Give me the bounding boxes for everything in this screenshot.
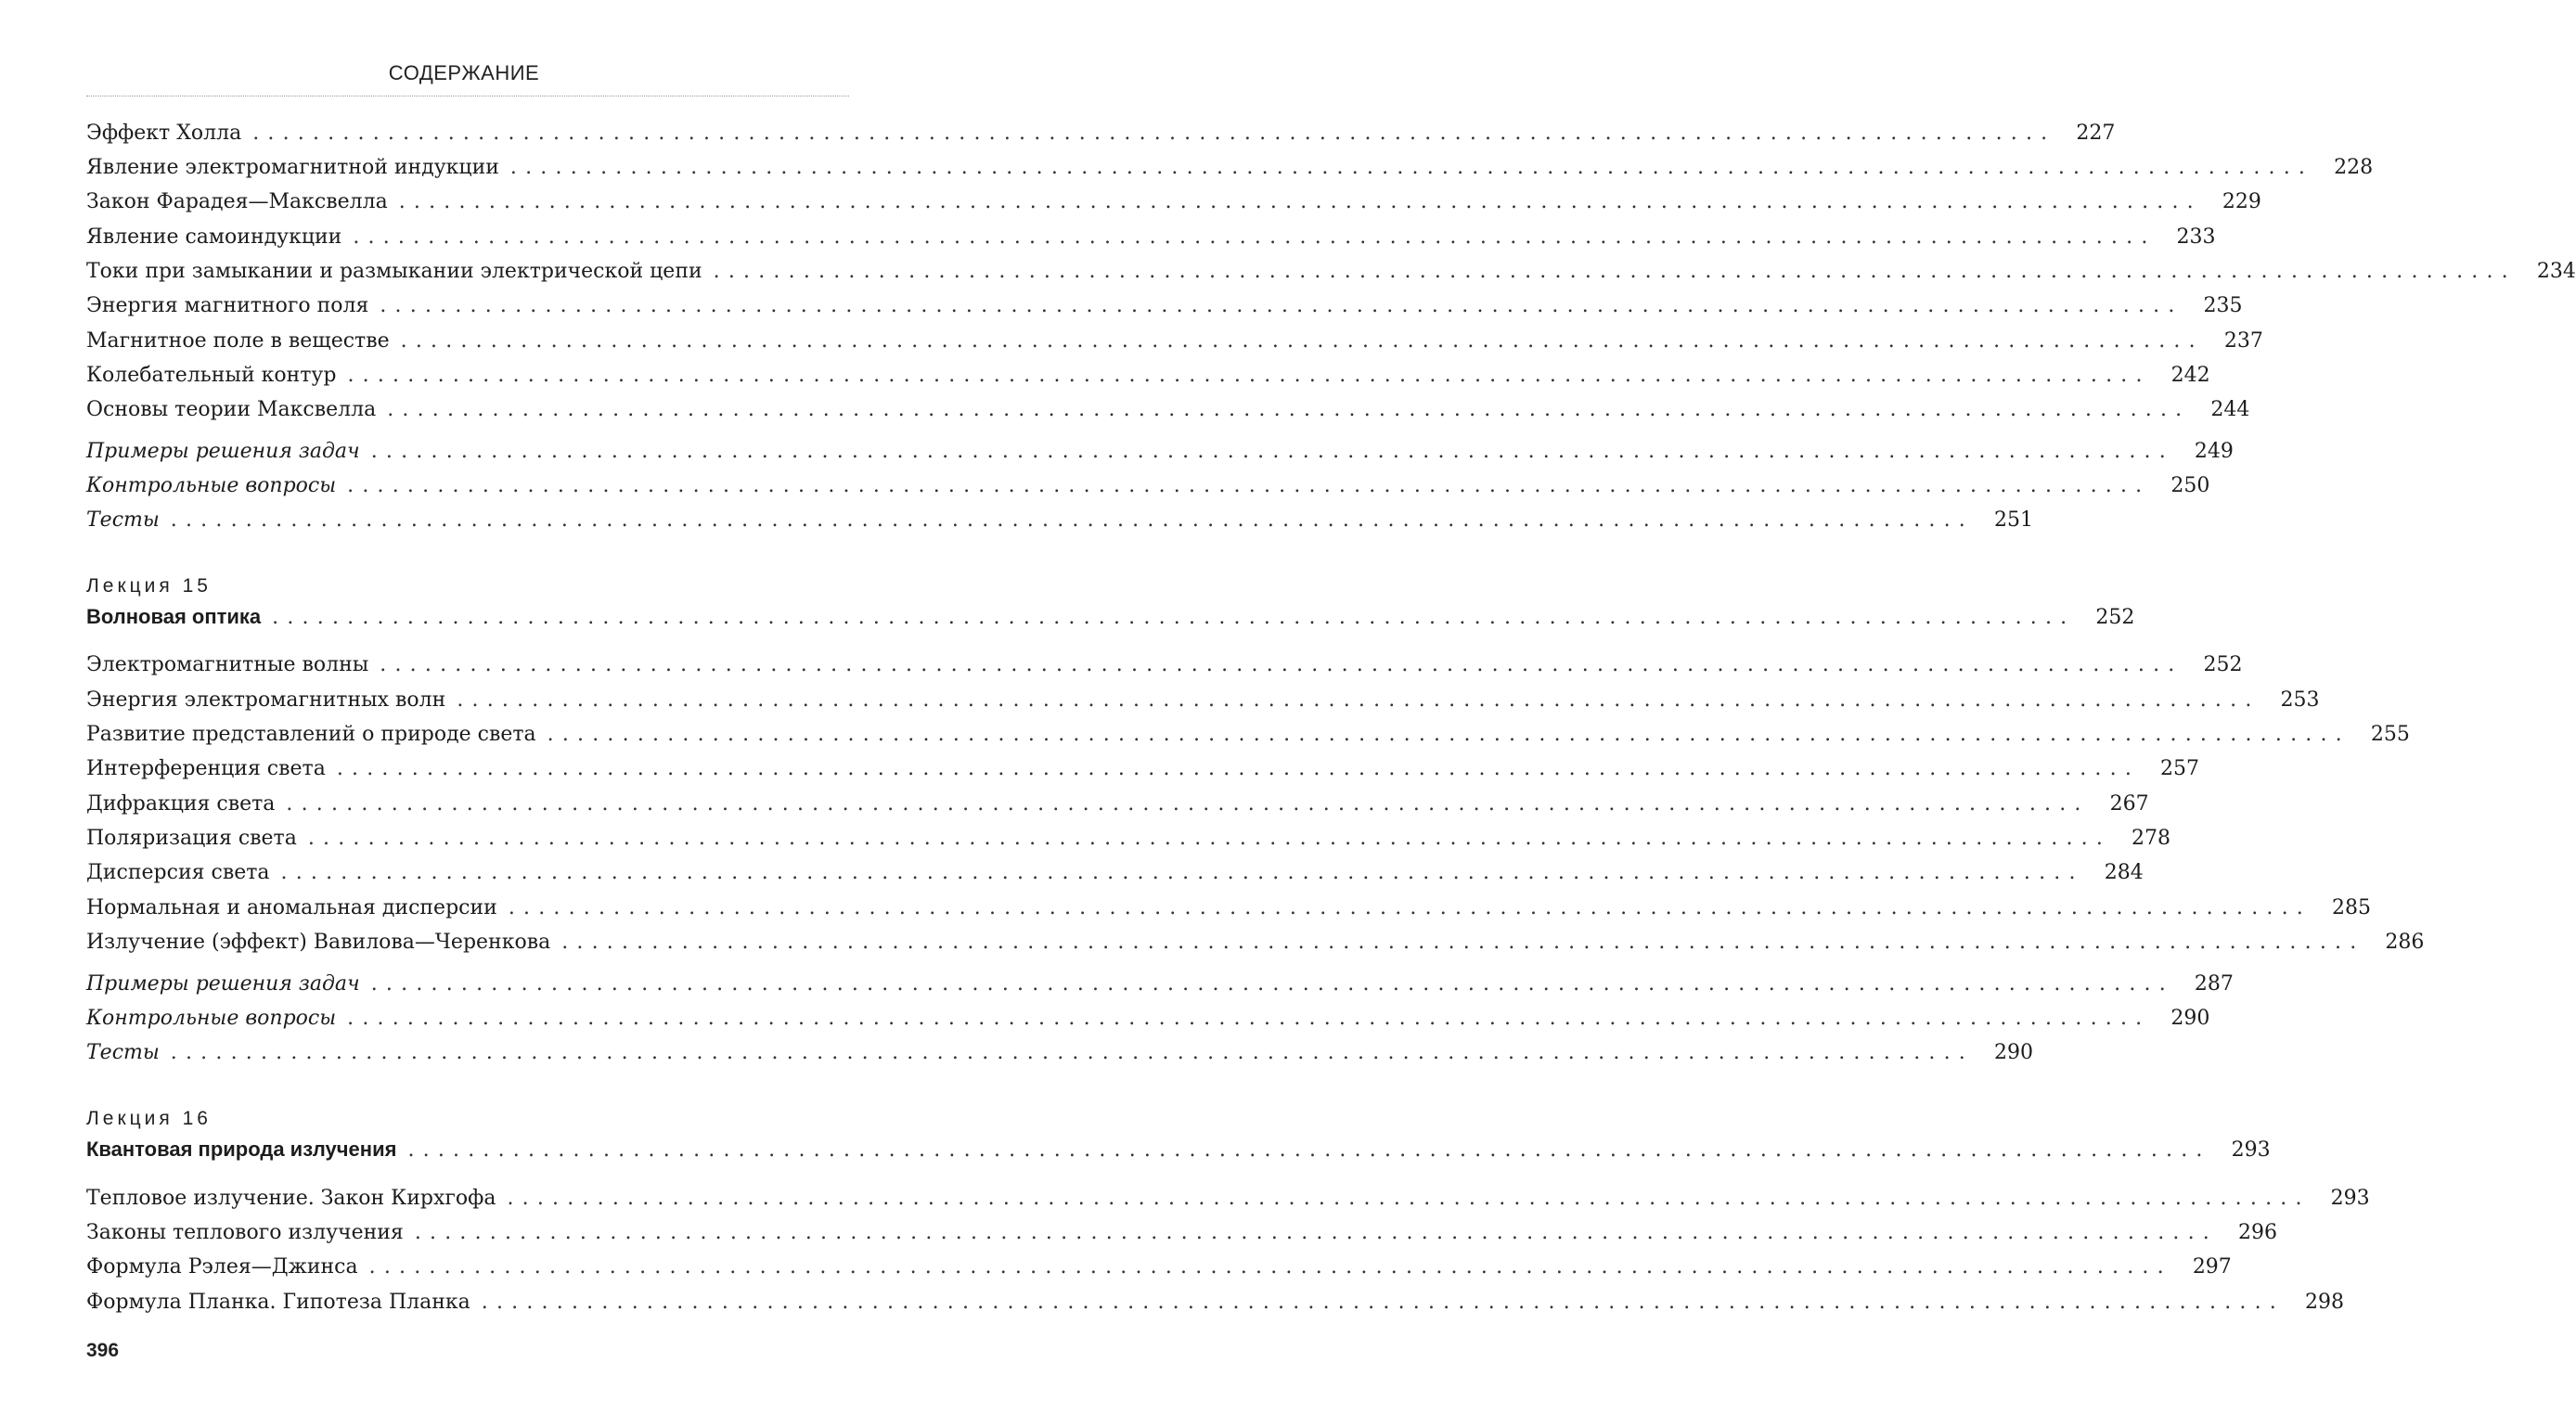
toc-entry-title: Тесты (86, 1041, 160, 1064)
toc-entry[interactable] (86, 827, 2171, 855)
toc-entry-title: Примеры решения задач (86, 440, 360, 463)
toc-entry-page: 255 (2370, 723, 2410, 746)
toc-entry-title: Развитие представлений о природе света (86, 723, 536, 746)
dot-leader: ........................................................................................................................ (307, 827, 2112, 850)
toc-entry[interactable] (86, 1187, 2370, 1215)
toc-entry[interactable] (86, 896, 2371, 924)
toc-entry-title: Излучение (эффект) Вавилова—Черенкова (86, 931, 551, 954)
toc-entry-title: Тесты (86, 508, 160, 532)
toc-entry-title: Интерференция света (86, 757, 326, 780)
dot-leader: ........................................................................................................................ (370, 440, 2174, 463)
toc-entry[interactable] (86, 723, 2410, 751)
toc-entry-title: Энергия электромагнитных волн (86, 688, 446, 712)
toc-entry-page: 250 (2170, 474, 2210, 497)
toc-entry[interactable] (86, 190, 2261, 218)
toc-entry-page: 235 (2203, 294, 2243, 317)
dot-leader: ........................................................................................................................ (713, 260, 2517, 283)
toc-entry-page: 267 (2109, 792, 2149, 816)
dot-leader: ........................................................................................................................ (280, 861, 2084, 884)
toc-entry-page: 252 (2095, 606, 2135, 629)
toc-entry-title: Тепловое излучение. Закон Кирхгофа (86, 1187, 496, 1210)
toc-entry-title: Формула Планка. Гипотеза Планка (86, 1291, 470, 1314)
toc-entry[interactable] (86, 329, 2263, 357)
dot-leader: ........................................................................................................................ (407, 1138, 2211, 1162)
toc-entry-page: 297 (2192, 1255, 2232, 1279)
lecture-heading[interactable] (86, 1138, 2271, 1165)
toc-entry-page: 228 (2334, 156, 2374, 179)
toc-entry-title: Дифракция света (86, 792, 276, 816)
toc-entry-page: 253 (2280, 688, 2320, 712)
dot-leader: ........................................................................................................................ (398, 190, 2202, 213)
lecture-label: Лекция 16 (86, 1108, 212, 1129)
toc-entry[interactable] (86, 225, 2216, 253)
toc-extra-entry[interactable] (86, 508, 2033, 536)
dot-leader: ........................................................................................................................ (561, 931, 2365, 954)
toc-entry-title: Закон Фарадея—Максвелла (86, 190, 388, 213)
dot-leader: ........................................................................................................................ (353, 225, 2157, 249)
toc-entry-page: 285 (2332, 896, 2371, 919)
toc-entry-title: Энергия магнитного поля (86, 294, 369, 317)
toc-entry-title: Основы теории Максвелла (86, 398, 377, 421)
toc-entry-page: 287 (2194, 972, 2234, 996)
dot-leader: ........................................................................................................................ (457, 688, 2260, 712)
toc-entry-title: Законы теплового излучения (86, 1221, 404, 1244)
toc-entry-page: 290 (1993, 1041, 2033, 1064)
toc-entry-title: Эффект Холла (86, 122, 242, 145)
dot-leader: ........................................................................................................................ (347, 364, 2151, 387)
dot-leader: ........................................................................................................................ (347, 1007, 2151, 1030)
toc-extra-entry[interactable] (86, 474, 2210, 502)
toc-entry-title: Формула Рэлея—Джинса (86, 1255, 358, 1279)
toc-entry-title: Примеры решения задач (86, 972, 360, 996)
dot-leader: ........................................................................................................................ (507, 1187, 2311, 1210)
toc-entry-page: 293 (2330, 1187, 2370, 1210)
toc-entry[interactable] (86, 1221, 2277, 1249)
toc-entry-page: 233 (2176, 225, 2216, 249)
dot-leader: ........................................................................................................................ (272, 606, 2076, 629)
dot-leader: ........................................................................................................................ (380, 653, 2183, 676)
toc-entry-page: 229 (2222, 190, 2261, 213)
toc-entry-title: Колебательный контур (86, 364, 337, 387)
toc-entry[interactable] (86, 688, 2320, 716)
toc-entry-title: Явление электромагнитной индукции (86, 156, 499, 179)
toc-entry[interactable] (86, 1291, 2344, 1318)
page-number: 396 (86, 1340, 120, 1361)
toc-entry-title: Поляризация света (86, 827, 297, 850)
toc-entry[interactable] (86, 294, 2243, 322)
toc-entry-page: 284 (2104, 861, 2144, 884)
dot-leader: ........................................................................................................................ (336, 757, 2141, 780)
toc-extra-entry[interactable] (86, 972, 2234, 1000)
toc-entry-page: 242 (2170, 364, 2210, 387)
toc-entry[interactable] (86, 931, 2425, 958)
dot-leader: ........................................................................................................................ (370, 972, 2174, 996)
dot-leader: ........................................................................................................................ (481, 1291, 2285, 1314)
toc-entry[interactable] (86, 260, 2576, 288)
lecture-label: Лекция 15 (86, 575, 212, 597)
dot-leader: ........................................................................................................................ (414, 1221, 2218, 1244)
dot-leader: ........................................................................................................................ (380, 294, 2183, 317)
toc-entry[interactable] (86, 653, 2243, 681)
toc-entry-title: Нормальная и аномальная дисперсии (86, 896, 497, 919)
toc-entry-page: 252 (2203, 653, 2243, 676)
toc-entry-page: 251 (1993, 508, 2033, 532)
toc-entry[interactable] (86, 364, 2210, 392)
toc-entry-page: 244 (2210, 398, 2250, 421)
dot-leader: ........................................................................................................................ (368, 1255, 2172, 1279)
dot-leader: ........................................................................................................................ (509, 156, 2314, 179)
toc-entry[interactable] (86, 122, 2116, 149)
dot-leader: ........................................................................................................................ (347, 474, 2151, 497)
toc-entry-page: 278 (2132, 827, 2171, 850)
lecture-heading[interactable] (86, 605, 2135, 633)
toc-entry-page: 296 (2238, 1221, 2277, 1244)
dot-leader: ........................................................................................................................ (170, 508, 1974, 532)
toc-entry-title: Контрольные вопросы (86, 1007, 337, 1030)
toc-entry-page: 234 (2536, 260, 2576, 283)
toc-entry[interactable] (86, 156, 2374, 184)
toc-entry[interactable] (86, 792, 2149, 820)
running-title: СОДЕРЖАНИЕ (388, 61, 540, 84)
dot-leader: ........................................................................................................................ (286, 792, 2090, 816)
dot-leader: ........................................................................................................................ (387, 398, 2191, 421)
dot-leader: ........................................................................................................................ (252, 122, 2056, 145)
toc-entry-page: 227 (2076, 122, 2116, 145)
toc-entry-page: 237 (2223, 329, 2263, 353)
dot-leader: ........................................................................................................................ (508, 896, 2312, 919)
toc-entry[interactable] (86, 757, 2200, 785)
dot-leader: ........................................................................................................................ (170, 1041, 1974, 1064)
toc-entry-title: Дисперсия света (86, 861, 270, 884)
toc-entry-page: 290 (2170, 1007, 2210, 1030)
toc-extra-entry[interactable] (86, 1041, 2033, 1069)
toc-extra-entry[interactable] (86, 1007, 2210, 1035)
toc-entry-page: 286 (2385, 931, 2425, 954)
toc-entry-title: Магнитное поле в веществе (86, 329, 390, 353)
lecture-title: Волновая оптика (86, 605, 262, 628)
toc-entry-page: 249 (2194, 440, 2234, 463)
toc-entry-title: Электромагнитные волны (86, 653, 369, 676)
toc-entry-title: Контрольные вопросы (86, 474, 337, 497)
toc-extra-entry[interactable] (86, 440, 2234, 468)
lecture-title: Квантовая природа излучения (86, 1138, 397, 1161)
toc-entry[interactable] (86, 861, 2144, 889)
toc-entry-page: 257 (2160, 757, 2200, 780)
toc-entry-title: Явление самоиндукции (86, 225, 342, 249)
toc-entry[interactable] (86, 398, 2250, 426)
dot-leader: ........................................................................................................................ (547, 723, 2351, 746)
toc-entry-page: 298 (2304, 1291, 2344, 1314)
toc-entry-title: Токи при замыкании и размыкании электрической цепи (86, 260, 702, 283)
dot-leader: ........................................................................................................................ (400, 329, 2204, 353)
toc-entry[interactable] (86, 1255, 2232, 1283)
toc-entry-page: 293 (2231, 1138, 2271, 1162)
